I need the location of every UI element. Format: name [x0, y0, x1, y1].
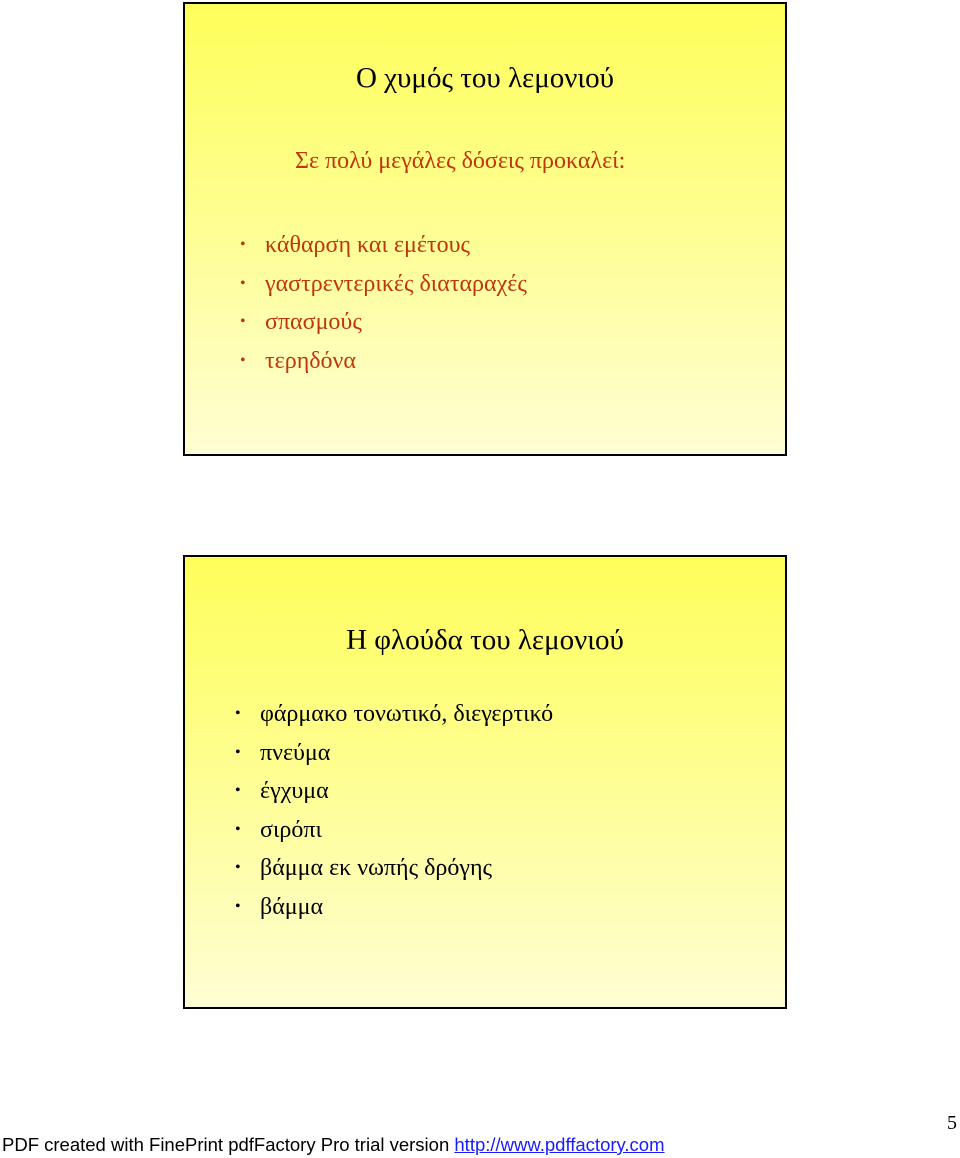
list-item-text: έγχυμα [260, 778, 329, 805]
list-item [235, 888, 553, 927]
bullet-dot-icon: • [235, 859, 241, 877]
list-item [240, 226, 527, 265]
list-item-text: φάρμακο τονωτικό, διεγερτικό [260, 701, 554, 727]
bullet-dot-icon: • [235, 743, 241, 761]
page-number: 5 [947, 1112, 957, 1134]
list-item [235, 734, 553, 773]
slide-2 [183, 555, 787, 1009]
footer-text: PDF created with FinePrint pdfFactory Pro trial version [2, 1134, 455, 1155]
bullet-dot-icon: • [240, 351, 246, 369]
list-item [235, 772, 553, 811]
bullet-dot-icon: • [235, 820, 241, 838]
list-item-text: κάθαρση και εμέτους [265, 232, 470, 258]
slide-2-title: Η φλούδα του λεμονιού [346, 624, 624, 656]
slide-1-bullet-list [240, 226, 527, 380]
list-item [235, 695, 553, 734]
slide-1-subtitle: Σε πολύ μεγάλες δόσεις προκαλεί: [295, 148, 626, 174]
bullet-dot-icon: • [240, 313, 246, 331]
list-item-text: σπασμούς [265, 309, 362, 336]
bullet-dot-icon: • [240, 236, 246, 253]
list-item [240, 342, 527, 381]
slide-1 [183, 2, 787, 456]
bullet-dot-icon: • [235, 782, 241, 800]
bullet-dot-icon: • [235, 705, 241, 722]
list-item-text: γαστρεντερικές διαταραχές [265, 270, 527, 297]
pdffactory-link[interactable]: http://www.pdffactory.com [454, 1134, 665, 1155]
list-item [240, 303, 527, 342]
list-item-text: βάμμα εκ νωπής δρόγης [260, 855, 493, 882]
list-item [235, 811, 553, 850]
bullet-dot-icon: • [240, 274, 246, 292]
pdf-footer [2, 1134, 665, 1156]
list-item [240, 265, 527, 304]
list-item-text: πνεύμα [260, 739, 331, 766]
bullet-dot-icon: • [235, 897, 241, 915]
list-item-text: τερηδόνα [265, 347, 356, 374]
list-item [235, 849, 553, 888]
list-item-text: σιρόπι [260, 816, 322, 843]
slide-1-title: Ο χυμός του λεμονιού [355, 62, 615, 94]
slide-2-bullet-list [235, 695, 553, 927]
list-item-text: βάμμα [260, 893, 324, 920]
